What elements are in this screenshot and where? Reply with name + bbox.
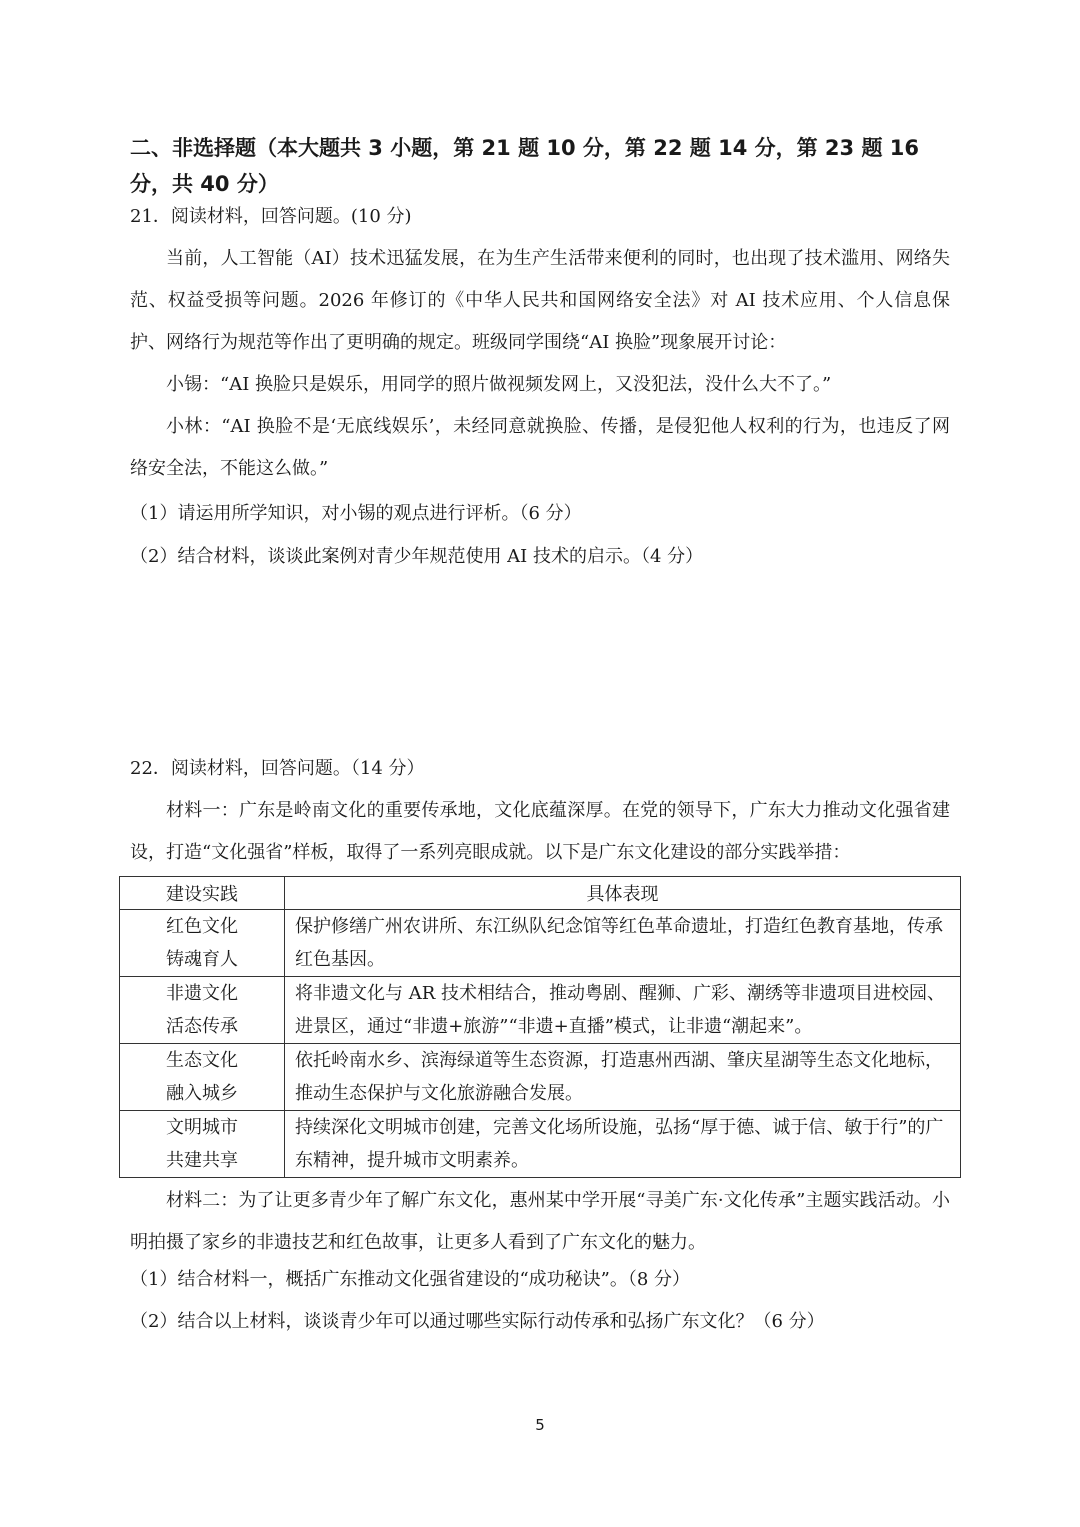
category-line: 铸魂育人 [166, 949, 238, 970]
table-cell-description: 保护修缮广州农讲所、东江纵队纪念馆等红色革命遗址，打造红色教育基地，传承红色基因。 [285, 910, 961, 977]
q21-xiaoxi-view: 小锡：“AI 换脸只是娱乐，用同学的照片做视频发网上，又没犯法，没什么大不了。” [166, 374, 832, 395]
table-cell-category [120, 1111, 285, 1178]
culture-measures-table [119, 876, 961, 1178]
table-cell-category [120, 910, 285, 977]
category-line: 共建共享 [166, 1150, 238, 1171]
table-row [120, 977, 961, 1044]
q21-xiaolin-view: 小林：“AI 换脸不是‘无底线娱乐’，未经同意就换脸、传播，是侵犯他人权利的行为，也违反了网络安全法，不能这么做。” [130, 416, 950, 479]
table-cell-description: 将非遗文化与 AR 技术相结合，推动粤剧、醒狮、广彩、潮绣等非遗项目进校园、进景区，通过“非遗+旅游”“非遗+直播”模式，让非遗“潮起来”。 [285, 977, 961, 1044]
table-cell-category [120, 1044, 285, 1111]
table-row [120, 1111, 961, 1178]
q22-subquestion-1: （1）结合材料一，概括广东推动文化强省建设的“成功秘诀”。（8 分） [130, 1269, 691, 1290]
q22-heading: 22．阅读材料，回答问题。（14 分） [130, 758, 425, 779]
table-row [120, 1044, 961, 1111]
table-header-practice: 建设实践 [120, 877, 285, 910]
q21-heading: 21．阅读材料，回答问题。(10 分) [130, 206, 412, 227]
table-cell-description: 持续深化文明城市创建，完善文化场所设施，弘扬“厚于德、诚于信、敏于行”的广东精神，提升城市文明素养。 [285, 1111, 961, 1178]
page-number: 5 [535, 1416, 545, 1434]
q21-subquestion-2: （2）结合材料，谈谈此案例对青少年规范使用 AI 技术的启示。（4 分） [130, 546, 704, 567]
table-header-details: 具体表现 [285, 877, 961, 910]
category-line: 融入城乡 [166, 1083, 238, 1104]
section-title: 二、非选择题（本大题共 3 小题，第 21 题 10 分，第 22 题 14 分，第 23 题 16 分，共 40 分） [130, 136, 919, 196]
category-line: 非遗文化 [166, 983, 238, 1004]
q21-material: 当前，人工智能（AI）技术迅猛发展，在为生产生活带来便利的同时，也出现了技术滥用、网络失范、权益受损等问题。2026 年修订的《中华人民共和国网络安全法》对 AI 技术应用、个人信息保护、网络行为规范等作出了更明确的规定。班级同学围绕“AI 换脸”现象展开讨论： [130, 248, 950, 353]
category-line: 活态传承 [166, 1016, 238, 1037]
table-cell-category [120, 977, 285, 1044]
table-header-row [120, 877, 961, 910]
category-line: 生态文化 [166, 1050, 238, 1071]
table-row [120, 910, 961, 977]
category-line: 红色文化 [166, 916, 238, 937]
category-line: 文明城市 [166, 1117, 238, 1138]
q21-subquestion-1: （1）请运用所学知识，对小锡的观点进行评析。（6 分） [130, 503, 582, 524]
table-cell-description: 依托岭南水乡、滨海绿道等生态资源，打造惠州西湖、肇庆星湖等生态文化地标，推动生态保护与文化旅游融合发展。 [285, 1044, 961, 1111]
q22-subquestion-2: （2）结合以上材料，谈谈青少年可以通过哪些实际行动传承和弘扬广东文化？（6 分） [130, 1311, 825, 1332]
q22-material-1: 材料一：广东是岭南文化的重要传承地，文化底蕴深厚。在党的领导下，广东大力推动文化强省建设，打造“文化强省”样板，取得了一系列亮眼成就。以下是广东文化建设的部分实践举措： [130, 800, 950, 863]
q22-material-2: 材料二：为了让更多青少年了解广东文化，惠州某中学开展“寻美广东·文化传承”主题实践活动。小明拍摄了家乡的非遗技艺和红色故事，让更多人看到了广东文化的魅力。 [130, 1190, 950, 1253]
